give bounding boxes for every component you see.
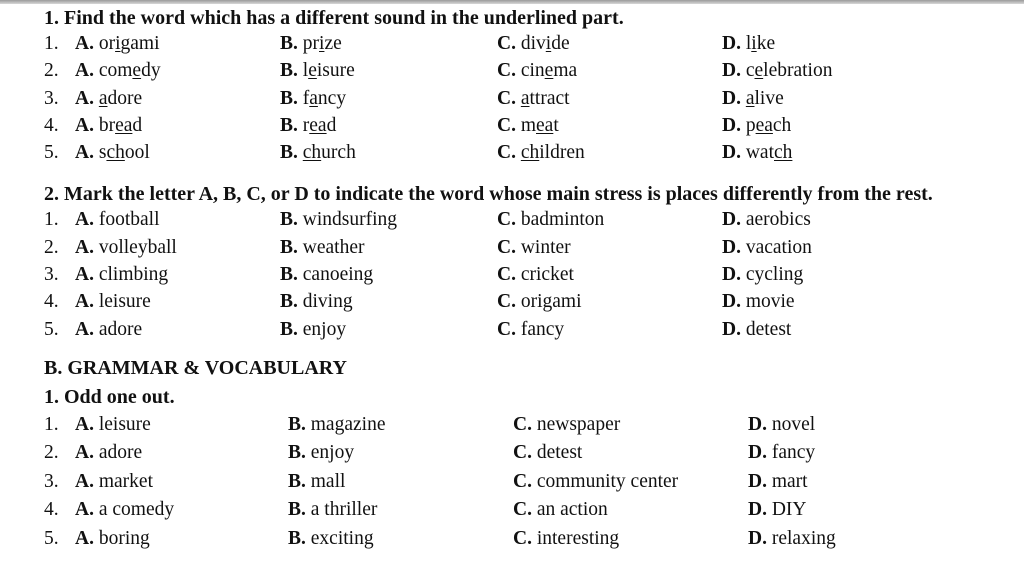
answer-option [75,207,160,233]
option-letter: C. [497,209,516,230]
answer-option [288,440,354,466]
option-word: weather [302,237,365,258]
answer-option [280,113,336,139]
option-word: market [98,471,153,492]
option-letter: B. [280,142,298,163]
answer-option [722,207,811,233]
option-letter: B. [280,291,298,312]
option-word: canoeing [302,264,374,285]
option-letter: D. [748,528,767,549]
option-word-part: r [302,115,310,136]
answer-option [513,412,620,438]
option-word: magazine [310,414,386,435]
answer-option [75,140,150,166]
question-row [0,140,1024,166]
option-word-part: pr [302,33,320,54]
option-letter: D. [722,209,741,230]
option-word: exciting [310,528,374,549]
option-word-part: f [302,88,310,109]
option-word: aerobics [745,209,811,230]
answer-option [75,58,161,84]
option-word: detest [536,442,583,463]
option-word-part: live [754,88,784,109]
option-word-part: dy [141,60,161,81]
answer-option [497,262,574,288]
answer-option [748,469,808,495]
option-word-part: p [745,115,756,136]
answer-option [288,526,374,552]
option-word: origami [520,291,582,312]
answer-option [75,31,160,57]
option-letter: C. [497,237,516,258]
option-word-part: gami [120,33,160,54]
option-letter: B. [280,60,298,81]
question-row [0,526,1024,552]
answer-option [75,412,151,438]
question-row [0,235,1024,261]
answer-option [75,469,153,495]
option-word: cricket [520,264,574,285]
option-letter: B. [288,471,306,492]
question-row [0,31,1024,57]
answer-option [280,289,353,315]
answer-option [280,140,356,166]
question-number: 4. [44,291,59,312]
underlined-letters: a [98,88,108,109]
option-word-part: d [132,115,143,136]
option-word-part: m [520,115,537,136]
answer-option [497,140,585,166]
answer-option [288,469,345,495]
option-word: football [98,209,160,230]
option-letter: C. [513,471,532,492]
question-number: 4. [44,115,59,136]
question-row [0,207,1024,233]
option-word: community center [536,471,679,492]
option-word-part: ildren [539,142,585,163]
top-edge-bar [0,0,1024,4]
answer-option [280,317,346,343]
option-word: climbing [98,264,169,285]
option-letter: C. [497,142,516,163]
option-word: winter [520,237,571,258]
option-word-part: lebration [763,60,833,81]
option-letter: B. [280,115,298,136]
underlined-letters: e [544,60,554,81]
question-number: 1. [44,33,59,54]
option-word-part: de [551,33,570,54]
question-number: 1. [44,414,59,435]
option-letter: B. [280,88,298,109]
option-letter: A. [75,88,94,109]
option-word-part: t [553,115,559,136]
option-letter: D. [748,414,767,435]
option-word: leisure [98,414,151,435]
sectionB-title: B. GRAMMAR & VOCABULARY [44,357,347,379]
option-letter: C. [513,499,532,520]
answer-option [75,289,151,315]
option-word: detest [745,319,792,340]
option-word-part: l [745,33,752,54]
option-letter: B. [280,319,298,340]
answer-option [75,235,177,261]
question-number: 5. [44,142,59,163]
answer-option [513,440,582,466]
question-number: 1. [44,209,59,230]
answer-option [722,31,775,57]
question-row [0,289,1024,315]
answer-option [722,317,791,343]
answer-option [75,440,142,466]
option-word-part: d [326,115,337,136]
option-word-part: ke [756,33,776,54]
underlined-letters: ch [774,142,793,163]
option-word: leisure [98,291,151,312]
question-number: 3. [44,264,59,285]
question-number: 2. [44,237,59,258]
underlined-letters: ch [106,142,125,163]
option-word: enjoy [310,442,355,463]
option-word-part: com [98,60,133,81]
answer-option [497,113,559,139]
option-word-part: div [520,33,546,54]
option-letter: B. [288,442,306,463]
option-letter: A. [75,471,94,492]
option-word-part: isure [316,60,355,81]
option-word: cycling [745,264,804,285]
answer-option [748,412,815,438]
option-letter: B. [288,414,306,435]
option-letter: C. [497,291,516,312]
option-letter: A. [75,414,94,435]
option-letter: D. [722,60,741,81]
option-letter: C. [513,414,532,435]
underlined-letters: ea [309,115,327,136]
underlined-letters: ea [755,115,773,136]
question-row [0,262,1024,288]
option-word: vacation [745,237,812,258]
answer-option [75,262,168,288]
answer-option [722,58,832,84]
answer-option [722,140,792,166]
option-letter: B. [280,237,298,258]
option-word: volleyball [98,237,177,258]
answer-option [280,58,355,84]
option-letter: C. [497,33,516,54]
section1-title: 1. Find the word which has a different sound in the underlined part. [44,7,624,29]
option-letter: B. [280,264,298,285]
answer-option [497,31,570,57]
option-word-part: cin [520,60,545,81]
underlined-letters: e [754,60,764,81]
option-word: enjoy [302,319,347,340]
answer-option [497,235,571,261]
option-letter: D. [722,237,741,258]
option-word: diving [302,291,353,312]
option-word-part: ch [772,115,792,136]
answer-option [75,317,142,343]
option-letter: C. [497,60,516,81]
underlined-letters: e [132,60,142,81]
option-word-part: ttract [529,88,570,109]
option-letter: D. [722,291,741,312]
option-letter: A. [75,319,94,340]
answer-option [513,469,678,495]
option-word: a comedy [98,499,175,520]
question-number: 2. [44,442,59,463]
option-word: badminton [520,209,605,230]
underlined-letters: ea [115,115,133,136]
answer-option [513,497,608,523]
option-letter: A. [75,209,94,230]
option-word: a thriller [310,499,378,520]
question-number: 5. [44,319,59,340]
option-word-part: ze [324,33,342,54]
answer-option [280,262,373,288]
option-letter: A. [75,142,94,163]
underlined-letters: a [520,88,530,109]
section2-title: 2. Mark the letter A, B, C, or D to indicate the word whose main stress is places differently from the rest. [44,183,933,205]
option-word: adore [98,319,143,340]
option-letter: C. [497,115,516,136]
question-row [0,412,1024,438]
option-word: interesting [536,528,620,549]
option-letter: D. [722,33,741,54]
option-letter: A. [75,442,94,463]
answer-option [722,235,812,261]
option-word-part: or [98,33,116,54]
question-row [0,317,1024,343]
option-letter: B. [280,209,298,230]
option-word-part: br [98,115,116,136]
answer-option [497,207,604,233]
option-letter: C. [513,442,532,463]
option-word: an action [536,499,608,520]
option-letter: D. [722,264,741,285]
option-letter: A. [75,237,94,258]
answer-option [513,526,619,552]
question-row [0,58,1024,84]
sectionB-subtitle: 1. Odd one out. [44,386,175,408]
option-word: fancy [771,442,816,463]
answer-option [280,207,397,233]
underlined-letters: a [309,88,318,109]
option-word: mall [310,471,346,492]
answer-option [280,86,346,112]
option-word-part: urch [321,142,356,163]
option-letter: D. [722,319,741,340]
option-letter: A. [75,291,94,312]
underlined-letters: i [751,33,757,54]
question-row [0,440,1024,466]
underlined-letters: e [308,60,317,81]
option-letter: B. [288,528,306,549]
option-word: adore [98,442,143,463]
question-number: 2. [44,60,59,81]
answer-option [497,58,577,84]
question-number: 3. [44,471,59,492]
option-word: boring [98,528,150,549]
option-letter: D. [748,499,767,520]
option-letter: A. [75,115,94,136]
option-letter: B. [288,499,306,520]
answer-option [288,497,377,523]
option-letter: C. [497,319,516,340]
question-row [0,113,1024,139]
option-word: mart [771,471,808,492]
answer-option [748,440,815,466]
option-letter: C. [497,264,516,285]
answer-option [75,86,142,112]
option-word-part: ool [124,142,150,163]
underlined-letters: i [319,33,325,54]
answer-option [280,31,342,57]
answer-option [722,113,791,139]
option-letter: A. [75,499,94,520]
answer-option [75,113,142,139]
option-word: novel [771,414,816,435]
option-letter: A. [75,528,94,549]
option-word: newspaper [536,414,621,435]
answer-option [497,86,570,112]
underlined-letters: ch [520,142,540,163]
answer-option [748,526,836,552]
option-letter: A. [75,33,94,54]
answer-option [722,86,784,112]
option-letter: C. [497,88,516,109]
answer-option [280,235,364,261]
answer-option [75,526,150,552]
option-word-part: wat [745,142,774,163]
option-letter: D. [722,115,741,136]
option-word-part: dore [107,88,143,109]
option-word: DIY [771,499,807,520]
answer-option [497,317,564,343]
underlined-letters: i [115,33,121,54]
answer-option [75,497,174,523]
answer-option [722,262,803,288]
option-word: windsurfing [302,209,398,230]
option-word: relaxing [771,528,836,549]
answer-option [288,412,385,438]
option-letter: C. [513,528,532,549]
option-word-part: c [745,60,755,81]
option-letter: B. [280,33,298,54]
question-number: 4. [44,499,59,520]
option-word-part: ncy [317,88,347,109]
question-number: 5. [44,528,59,549]
underlined-letters: ea [536,115,554,136]
question-row [0,86,1024,112]
question-number: 3. [44,88,59,109]
answer-option [748,497,807,523]
answer-option [722,289,795,315]
answer-option [497,289,582,315]
option-letter: D. [748,442,767,463]
question-row [0,497,1024,523]
option-word: fancy [520,319,565,340]
option-word-part: l [302,60,309,81]
option-letter: A. [75,60,94,81]
option-letter: A. [75,264,94,285]
underlined-letters: a [745,88,755,109]
option-word-part: s [98,142,107,163]
option-letter: D. [722,88,741,109]
option-word: movie [745,291,795,312]
underlined-letters: i [545,33,552,54]
option-letter: D. [722,142,741,163]
question-row [0,469,1024,495]
underlined-letters: ch [302,142,322,163]
option-letter: D. [748,471,767,492]
option-word-part: ma [553,60,578,81]
